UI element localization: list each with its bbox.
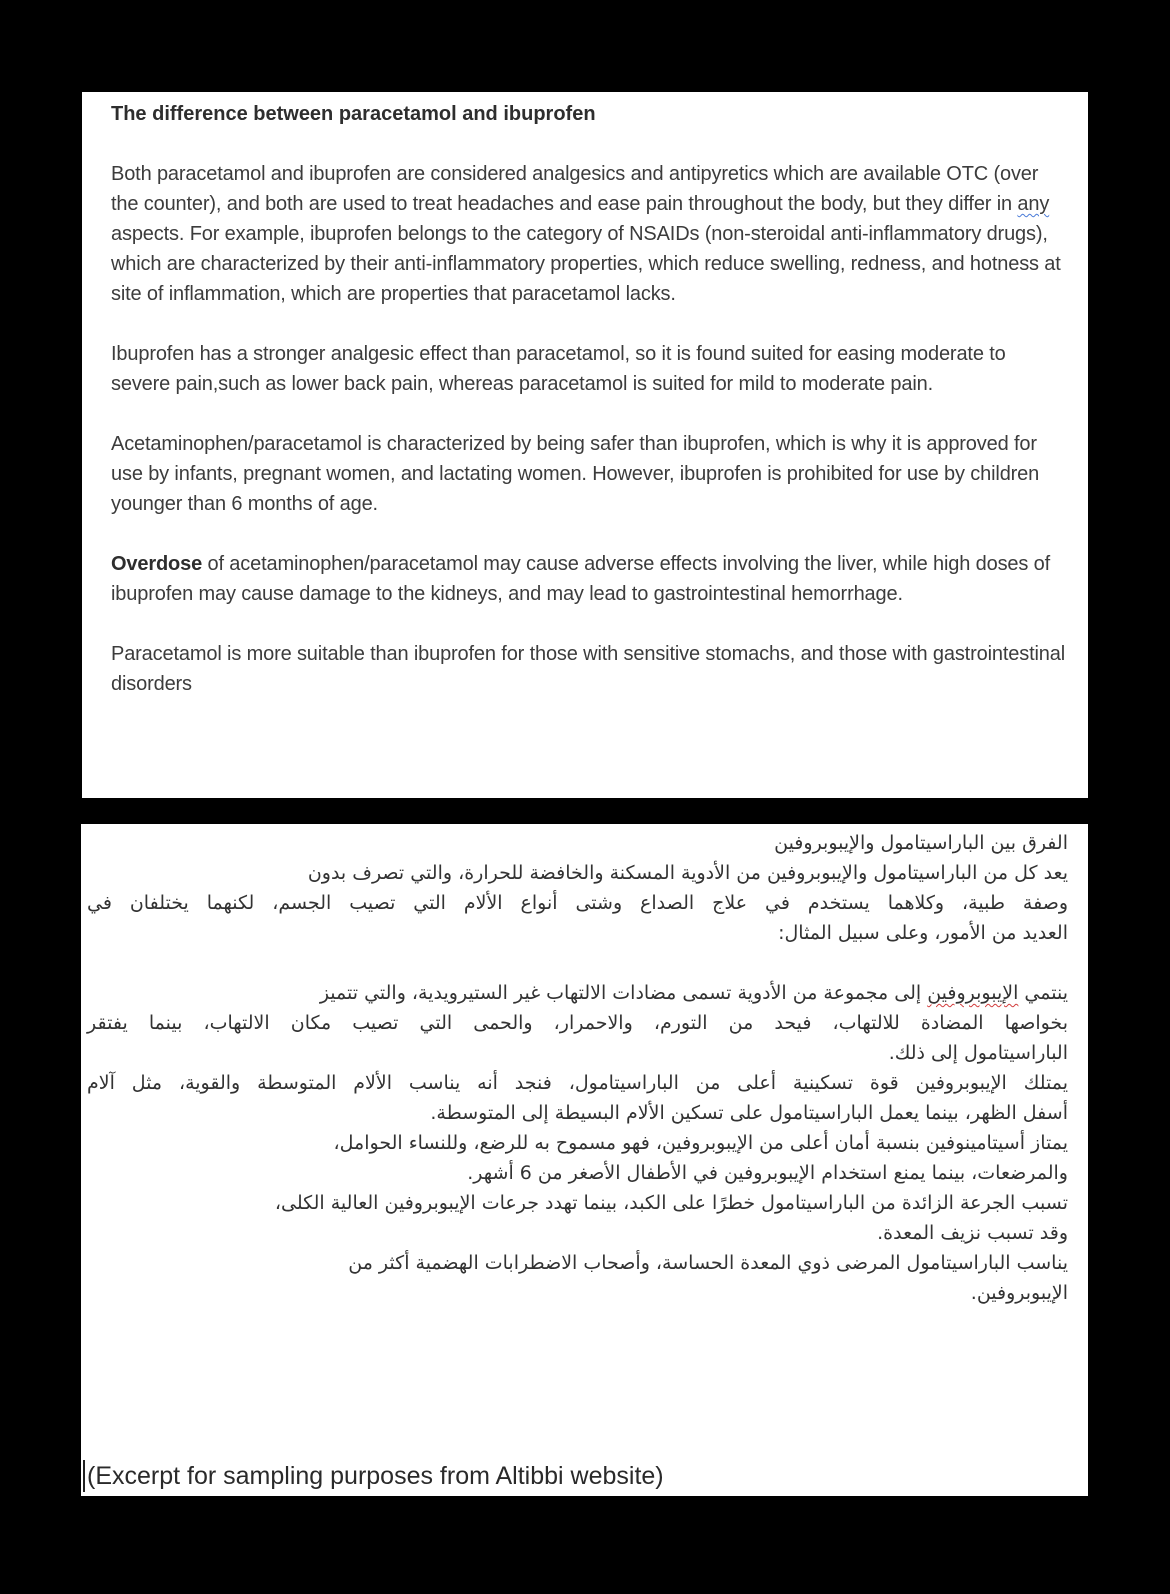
- arabic-p3-line-2: أسفل الظهر، بينما يعمل الباراسيتامول على تسكين الألام البسيطة إلى المتوسطة.: [430, 1102, 1068, 1124]
- paragraph-gap: [87, 948, 1068, 978]
- arabic-p5-line-1: تسبب الجرعة الزائدة من الباراسيتامول خطرًا على الكبد، بينما تهدد جرعات الإيبوبروفين العالية الكلى،: [274, 1192, 1068, 1214]
- source-note: (Excerpt for sampling purposes from Altibbi website): [83, 1460, 664, 1492]
- english-paragraph-3: Acetaminophen/paracetamol is characterized by being safer than ibuprofen, which is why it is approved for use by infants, pregnant women, and lactating women. However, ibuprofen is prohibited for use by children younger than 6 months of age.: [111, 433, 1040, 515]
- arabic-p1-line-1: يعد كل من الباراسيتامول والإيبوبروفين من الأدوية المسكنة والخافضة للحرارة، والتي تصرف بدون: [307, 862, 1068, 884]
- arabic-body: [81, 824, 1088, 1308]
- arabic-p1-line-3: العديد من الأمور، وعلى سبيل المثال:: [778, 922, 1068, 944]
- grammar-flagged-word[interactable]: any: [1017, 193, 1050, 215]
- english-text-panel: [82, 92, 1088, 798]
- english-paragraph-1: [111, 159, 1068, 309]
- english-paragraph-4: [111, 549, 1068, 609]
- arabic-p4-line-2: والمرضعات، بينما يمنع استخدام الإيبوبروفين في الأطفال الأصغر من 6 أشهر.: [467, 1162, 1068, 1184]
- overdose-bold-lead: Overdose: [111, 553, 203, 575]
- arabic-title: الفرق بين الباراسيتامول والإيبوبروفين: [774, 832, 1068, 854]
- arabic-p6-line-2: الإيبوبروفين.: [970, 1282, 1068, 1304]
- arabic-text-panel: [81, 824, 1088, 1496]
- arabic-p2-line-1: [87, 978, 1068, 1008]
- p1-text-before: Both paracetamol and ibuprofen are considered analgesics and antipyretics which are available OTC (over the counter), and both are used to treat headaches and ease pain throughout the body, but they differ in: [111, 163, 1039, 215]
- arabic-p3-line-1: يمتلك الإيبوبروفين قوة تسكينية أعلى من الباراسيتامول، فنجد أنه يناسب الألام المتوسطة والقوية، مثل آلام: [87, 1072, 1068, 1094]
- p1-text-after: aspects. For example, ibuprofen belongs to the category of NSAIDs (non-steroidal anti-inflammatory drugs), which are characterized by their anti-inflammatory properties, which reduce swelling, redness, and hotness at site of inflammation, which are properties that paracetamol lacks.: [111, 223, 1061, 305]
- arabic-p1-line-2: وصفة طبية، وكلاهما يستخدم في علاج الصداع وشتى أنواع الألام التي تصيب الجسم، لكنهما يختلفان في: [87, 892, 1068, 914]
- arabic-p5-line-2: وقد تسبب نزيف المعدة.: [877, 1222, 1068, 1244]
- p4-text-rest: of acetaminophen/paracetamol may cause adverse effects involving the liver, while high doses of ibuprofen may cause damage to the kidneys, and may lead to gastrointestinal hemorrhage.: [111, 553, 1051, 605]
- english-paragraph-2: Ibuprofen has a stronger analgesic effect than paracetamol, so it is found suited for easing moderate to severe pain,such as lower back pain, whereas paracetamol is suited for mild to moderate pain.: [111, 343, 1006, 395]
- p2-end: إلى مجموعة من الأدوية تسمى مضادات الالتهاب غير الستيرويدية، والتي تتميز: [319, 982, 928, 1004]
- p2-start: ينتمي: [1018, 982, 1068, 1004]
- spelling-flagged-word[interactable]: الإيبوبروفين: [927, 982, 1019, 1004]
- arabic-p6-line-1: يناسب الباراسيتامول المرضى ذوي المعدة الحساسة، وأصحاب الاضطرابات الهضمية أكثر من: [348, 1252, 1068, 1274]
- arabic-p4-line-1: يمتاز أسيتامينوفين بنسبة أمان أعلى من الإيبوبروفين، فهو مسموح به للرضع، وللنساء الحوامل،: [333, 1132, 1068, 1154]
- arabic-p2-line-3: الباراسيتامول إلى ذلك.: [888, 1042, 1068, 1064]
- english-title: The difference between paracetamol and ibuprofen: [111, 103, 596, 125]
- arabic-p2-line-2: بخواصها المضادة للالتهاب، فيحد من التورم، والاحمرار، والحمى التي تصيب مكان الالتهاب، بينما يفتقر: [87, 1012, 1068, 1034]
- english-paragraph-5: Paracetamol is more suitable than ibuprofen for those with sensitive stomachs, and those with gastrointestinal disorders: [111, 643, 1066, 695]
